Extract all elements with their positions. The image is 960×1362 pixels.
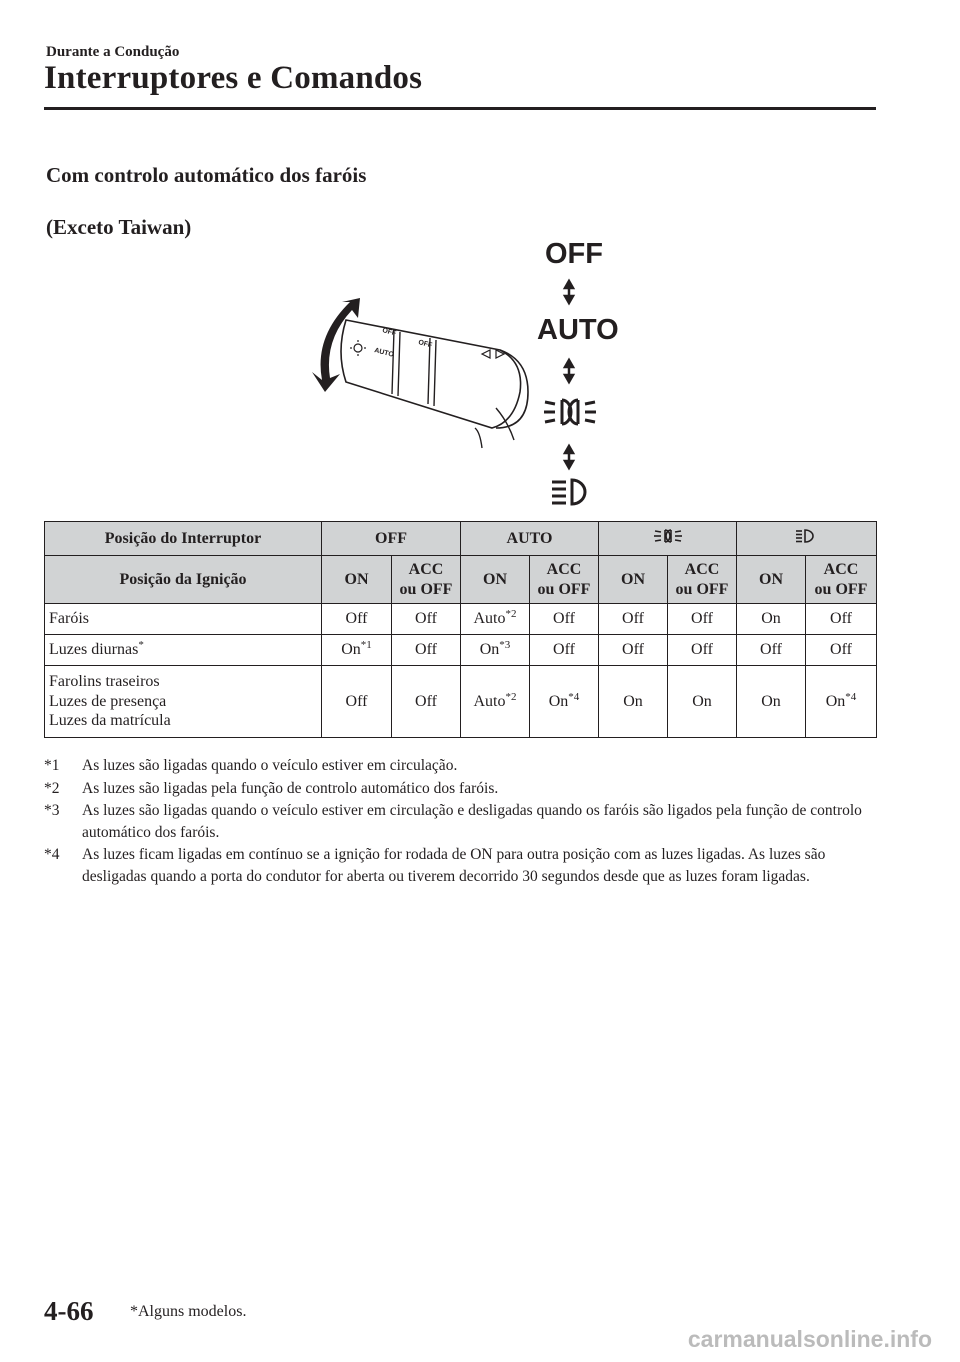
- table-cell: On: [668, 666, 737, 738]
- table-cell: On$^{*4}$: [806, 666, 877, 738]
- table-cell: Off: [737, 635, 806, 666]
- ignition-acc: ACC ou OFF: [668, 556, 737, 604]
- table-cell: Off: [392, 666, 461, 738]
- table-cell: Off: [530, 604, 599, 635]
- footnote: *2 As luzes são ligadas pela função de controlo automático dos faróis.: [44, 779, 499, 797]
- table-cell: Off: [392, 604, 461, 635]
- ignition-on: ON: [322, 556, 392, 604]
- row-label: Luzes diurnas*: [45, 635, 322, 666]
- table-cell: Off: [322, 666, 392, 738]
- ignition-on: ON: [599, 556, 668, 604]
- table-cell: On$^{*3}$: [461, 635, 530, 666]
- switch-illustration: [300, 232, 640, 512]
- position-label-auto: AUTO: [537, 314, 619, 346]
- stalk-label: OFF: [381, 327, 397, 338]
- ignition-acc: ACC ou OFF: [806, 556, 877, 604]
- stalk-label: AUTO: [373, 347, 395, 359]
- table-row: [45, 635, 877, 666]
- footnote: *4 As luzes ficam ligadas em contínuo se a ignição for rodada de ON para outra posição com as luzes ligadas. As luzes são desligadas quando a porta do condutor for aberta ou tiverem decorrido 30 segundos desde que as luzes foram ligadas.: [44, 846, 826, 885]
- table-cell: Off: [668, 635, 737, 666]
- switch-auto-header: AUTO: [461, 522, 599, 556]
- headlight-switch-diagram: [300, 232, 640, 512]
- stalk-label: OFF: [417, 339, 433, 350]
- table-cell: On: [737, 604, 806, 635]
- parking-lights-icon: [652, 528, 684, 544]
- ignition-acc: ACC ou OFF: [530, 556, 599, 604]
- section-label: Durante a Condução: [46, 44, 180, 60]
- table-cell: On$^{*1}$: [322, 635, 392, 666]
- table-cell: Auto$^{*2}$: [461, 666, 530, 738]
- row-label: Faróis: [45, 604, 322, 635]
- table-cell: On: [599, 666, 668, 738]
- row-label: Farolins traseiros Luzes de presença Luzes da matrícula: [45, 666, 322, 738]
- ignition-on: ON: [461, 556, 530, 604]
- section-heading: Com controlo automático dos faróis: [46, 163, 367, 187]
- table-row: [45, 604, 877, 635]
- table-cell: Off: [322, 604, 392, 635]
- up-down-arrow-icon: [565, 281, 573, 468]
- lights-table: [44, 521, 877, 738]
- table-cell: On$^{*4}$: [530, 666, 599, 738]
- ignition-on: ON: [737, 556, 806, 604]
- table-cell: Off: [806, 635, 877, 666]
- table-row: [45, 666, 877, 738]
- footnotes: [44, 755, 884, 888]
- table-cell: Auto$^{*2}$: [461, 604, 530, 635]
- table-cell: Off: [599, 635, 668, 666]
- ignition-acc: ACC ou OFF: [392, 556, 461, 604]
- page-footnote: *Alguns modelos.: [130, 1303, 247, 1320]
- footnote: *3 As luzes são ligadas quando o veículo estiver em circulação e desligadas quando os faróis são ligados pela função de controlo automático dos faróis.: [44, 802, 862, 841]
- title-divider: [44, 107, 876, 110]
- table-cell: On: [737, 666, 806, 738]
- table-cell: Off: [530, 635, 599, 666]
- table-cell: Off: [599, 604, 668, 635]
- page-number: 4-66: [44, 1296, 94, 1326]
- switch-position-header: Posição do Interruptor: [45, 522, 322, 556]
- switch-parking-header: [599, 522, 737, 556]
- watermark: carmanualsonline.info: [687, 1326, 932, 1352]
- table-cell: Off: [806, 604, 877, 635]
- subsection-heading: (Exceto Taiwan): [46, 215, 192, 239]
- ignition-position-header: Posição da Ignição: [45, 556, 322, 604]
- switch-off-header: OFF: [322, 522, 461, 556]
- position-label-off: OFF: [545, 238, 603, 270]
- switch-headlights-header: [737, 522, 877, 556]
- table-cell: Off: [668, 604, 737, 635]
- table-cell: Off: [392, 635, 461, 666]
- headlights-icon: [552, 480, 585, 504]
- page-title: Interruptores e Comandos: [44, 60, 423, 96]
- headlights-icon: [794, 528, 820, 544]
- footnote: *1 As luzes são ligadas quando o veículo estiver em circulação.: [44, 757, 458, 774]
- parking-lights-icon: [544, 400, 596, 424]
